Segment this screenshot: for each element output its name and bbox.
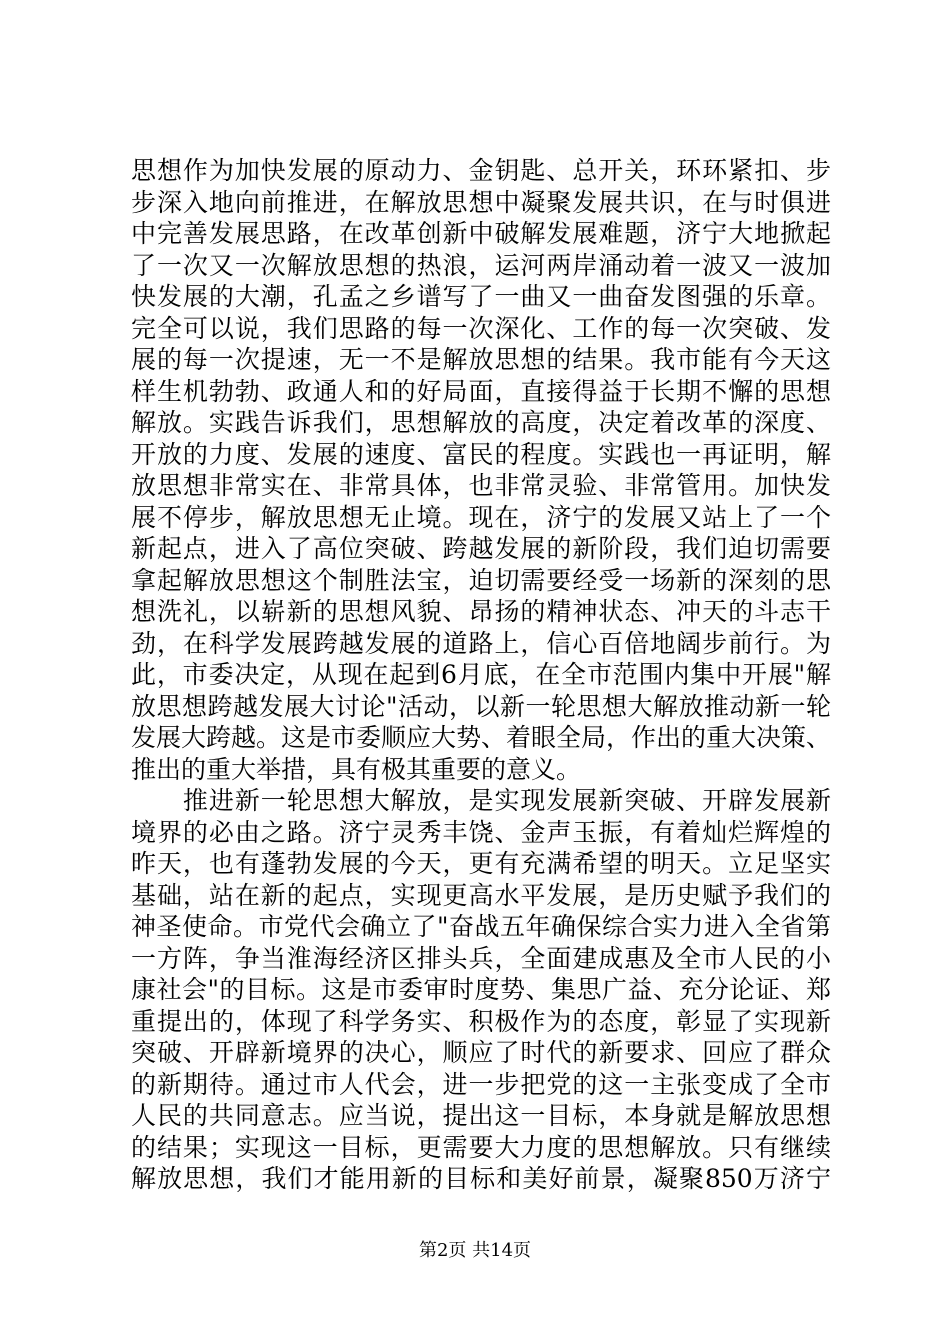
text-line: 新起点，进入了高位突破、跨越发展的新阶段，我们迫切需要	[131, 534, 831, 563]
text-line: 的结果；实现这一目标，更需要大力度的思想解放。只有继续	[131, 1132, 831, 1162]
text-line: 解放思想，我们才能用新的目标和美好前景，凝聚850万济宁	[131, 1164, 831, 1193]
paragraph-2	[131, 785, 831, 1195]
paragraph-1	[131, 155, 831, 785]
text-line: 放思想跨越发展大讨论"活动，以新一轮思想大解放推动新一轮	[131, 691, 831, 721]
text-line: 突破、开辟新境界的决心，顺应了时代的新要求、回应了群众	[131, 1038, 831, 1067]
text-line: 康社会"的目标。这是市委审时度势、集思广益、充分论证、郑	[131, 975, 831, 1004]
text-line: 步深入地向前推进，在解放思想中凝聚发展共识，在与时俱进	[131, 187, 831, 217]
text-line: 想洗礼，以崭新的思想风貌、昂扬的精神状态、冲天的斗志干	[131, 597, 831, 626]
text-line: 解放。实践告诉我们，思想解放的高度，决定着改革的深度、	[131, 408, 831, 437]
text-line: 昨天，也有蓬勃发展的今天，更有充满希望的明天。立足坚实	[131, 849, 831, 878]
text-line: 展不停步，解放思想无止境。现在，济宁的发展又站上了一个	[131, 502, 831, 532]
text-line: 了一次又一次解放思想的热浪，运河两岸涌动着一波又一波加	[131, 250, 831, 280]
text-line: 推出的重大举措，具有极其重要的意义。	[131, 754, 582, 784]
text-line: 拿起解放思想这个制胜法宝，迫切需要经受一场新的深刻的思	[131, 565, 831, 595]
text-line: 神圣使命。市党代会确立了"奋战五年确保综合实力进入全省第	[131, 912, 831, 941]
text-line: 开放的力度、发展的速度、富民的程度。实践也一再证明，解	[131, 439, 831, 469]
text-line: 思想作为加快发展的原动力、金钥匙、总开关，环环紧扣、步	[131, 156, 831, 185]
text-line: 重提出的，体现了科学务实、积极作为的态度，彰显了实现新	[131, 1006, 831, 1036]
text-line: 发展大跨越。这是市委顺应大势、着眼全局，作出的重大决策、	[131, 723, 832, 752]
text-line: 此，市委决定，从现在起到6月底，在全市范围内集中开展"解	[131, 660, 831, 689]
text-line: 一方阵，争当淮海经济区排头兵，全面建成惠及全市人民的小	[131, 943, 831, 973]
text-line: 人民的共同意志。应当说，提出这一目标，本身就是解放思想	[131, 1101, 831, 1130]
text-line: 样生机勃勃、政通人和的好局面，直接得益于长期不懈的思想	[131, 376, 831, 406]
text-line: 放思想非常实在、非常具体，也非常灵验、非常管用。加快发	[131, 471, 831, 500]
document-body	[131, 155, 831, 1195]
text-line: 境界的必由之路。济宁灵秀丰饶、金声玉振，有着灿烂辉煌的	[131, 817, 831, 847]
page-footer	[0, 1240, 950, 1262]
text-line: 快发展的大潮，孔孟之乡谱写了一曲又一曲奋发图强的乐章。	[131, 282, 831, 311]
text-line: 展的每一次提速，无一不是解放思想的结果。我市能有今天这	[131, 345, 831, 374]
text-line: 劲，在科学发展跨越发展的道路上，信心百倍地阔步前行。为	[131, 628, 831, 658]
page-number-label: 第2页 共14页	[418, 1240, 532, 1261]
text-line: 中完善发展思路，在改革创新中破解发展难题，济宁大地掀起	[131, 219, 831, 248]
text-line: 的新期待。通过市人代会，进一步把党的这一主张变成了全市	[131, 1069, 831, 1099]
text-line: 完全可以说，我们思路的每一次深化、工作的每一次突破、发	[131, 313, 831, 343]
text-line: 推进新一轮思想大解放，是实现发展新突破、开辟发展新	[131, 786, 831, 815]
text-line: 基础，站在新的起点，实现更高水平发展，是历史赋予我们的	[131, 880, 831, 910]
